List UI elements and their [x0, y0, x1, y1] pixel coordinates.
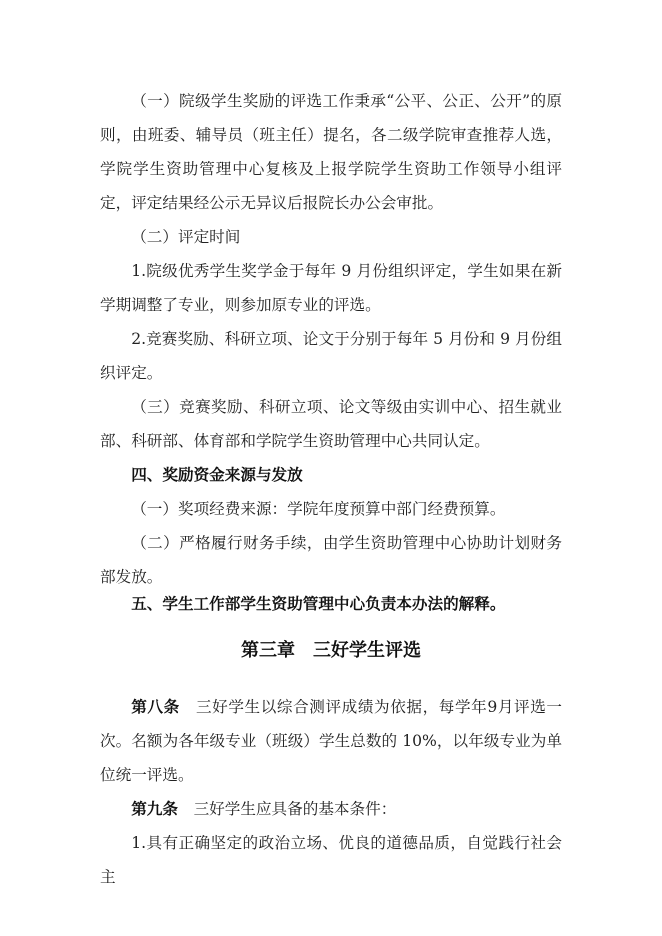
- paragraph-scholarship-time: 1.院级优秀学生奖学金于每年 9 月份组织评定，学生如果在新学期调整了专业，则参加原专业的评选。: [100, 262, 562, 314]
- paragraph-grade-recognition: （三）竞赛奖励、科研立项、论文等级由实训中心、招生就业部、科研部、体育部和学院学生资助管理中心共同认定。: [100, 398, 562, 450]
- paragraph-funding-source: （一）奖项经费来源：学院年度预算中部门经费预算。: [131, 500, 506, 518]
- paragraph-financial-procedure: （二）严格履行财务手续，由学生资助管理中心协助计划财务部发放。: [100, 534, 562, 586]
- article-9: [100, 792, 562, 826]
- article-8-label: 第八条: [131, 698, 180, 716]
- chapter-title: 第三章 三好学生评选: [241, 640, 421, 661]
- section-heading-funding: 四、奖励资金来源与发放: [131, 466, 303, 484]
- article-9-label: 第九条: [131, 800, 178, 818]
- article-8-text: 三好学生以综合测评成绩为依据，每学年9月评选一次。名额为各年级专业（班级）学生总数的 10%，以年级专业为单位统一评选。: [100, 698, 562, 784]
- paragraph-selection-principle: （一）院级学生奖励的评选工作秉承“公平、公正、公开”的原则，由班委、辅导员（班主任）提名，各二级学院审查推荐人选，学院学生资助管理中心复核及上报学院学生资助工作领导小组评定，评定结果经公示无异议后报院长办公会审批。: [100, 92, 562, 212]
- paragraph-evaluation-time-heading: （二）评定时间: [131, 228, 241, 246]
- paragraph-competition-time: 2.竞赛奖励、科研立项、论文于分别于每年 5 月份和 9 月份组织评定。: [100, 330, 562, 382]
- paragraph-condition-1: 1.具有正确坚定的政治立场、优良的道德品质，自觉践行社会主: [100, 834, 562, 886]
- article-9-text: 三好学生应具备的基本条件：: [177, 800, 397, 818]
- section-heading-interpretation: 五、学生工作部学生资助管理中心负责本办法的解释。: [131, 595, 506, 613]
- article-8: [100, 690, 562, 792]
